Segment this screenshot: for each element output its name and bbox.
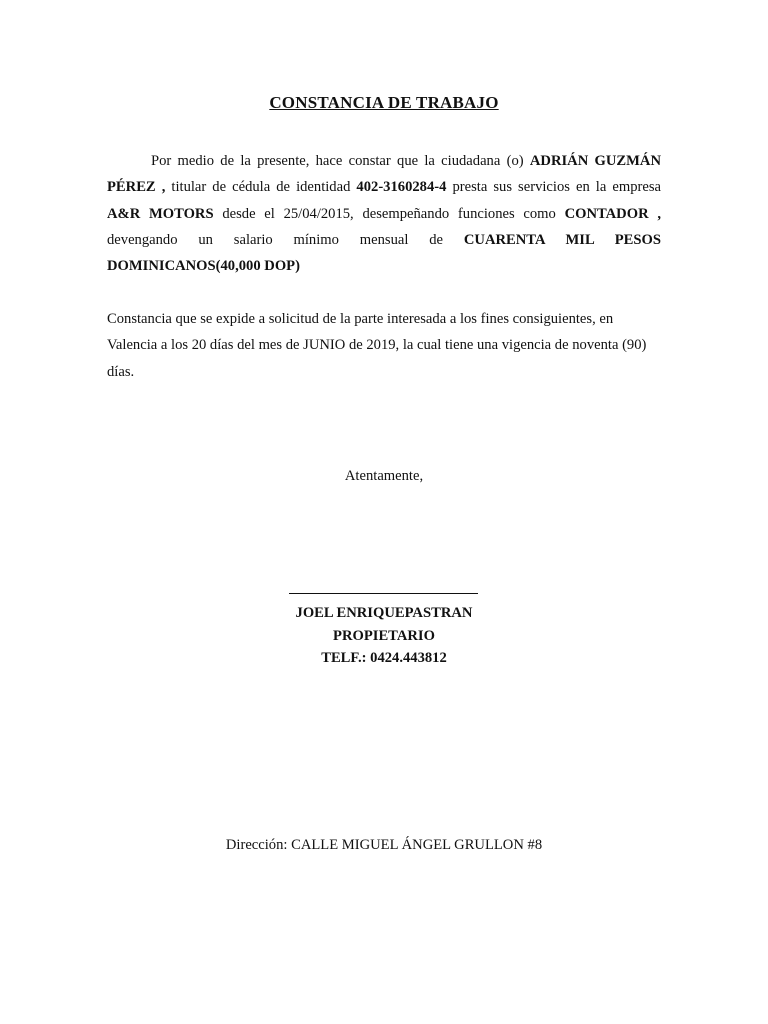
company-name: A&R MOTORS bbox=[107, 205, 214, 222]
employee-name: ADRIÁN GUZMÁN PÉREZ , bbox=[107, 153, 661, 196]
body-paragraph-validity: Constancia que se expide a solicitud de la parte interesada a los fines consiguientes, en Valencia a los 20 días del mes de JUNIO de 2019, la cual tiene una vigencia de noventa (90) días. bbox=[107, 311, 647, 380]
id-number: 402-3160284-4 bbox=[356, 179, 447, 196]
paragraph-text: desde el 25/04/2015, desempeñando funciones como bbox=[213, 205, 565, 222]
paragraph-text: titular de cédula de identidad bbox=[165, 179, 357, 196]
job-position: CONTADOR , bbox=[564, 205, 662, 222]
body-paragraph-employment bbox=[107, 148, 661, 279]
signer-phone: TELF.: 0424.443812 bbox=[321, 650, 447, 666]
signer-role: PROPIETARIO bbox=[333, 627, 435, 644]
paragraph-text: Por medio de la presente, hace constar que la ciudadana (o) bbox=[151, 153, 530, 169]
company-address: Dirección: CALLE MIGUEL ÁNGEL GRULLON #8 bbox=[225, 837, 543, 853]
paragraph-text: presta sus servicios en la empresa bbox=[446, 179, 661, 196]
signer-name: JOEL ENRIQUEPASTRAN bbox=[295, 605, 473, 621]
signature-block bbox=[0, 602, 768, 670]
closing-salutation: Atentamente, bbox=[344, 468, 424, 484]
salary-amount: CUARENTA MIL PESOS DOMINICANOS(40,000 DOP) bbox=[107, 231, 661, 275]
paragraph-text: devengando un salario mínimo mensual de bbox=[107, 231, 464, 248]
signature-line bbox=[289, 593, 478, 594]
document-title: CONSTANCIA DE TRABAJO bbox=[269, 93, 499, 112]
